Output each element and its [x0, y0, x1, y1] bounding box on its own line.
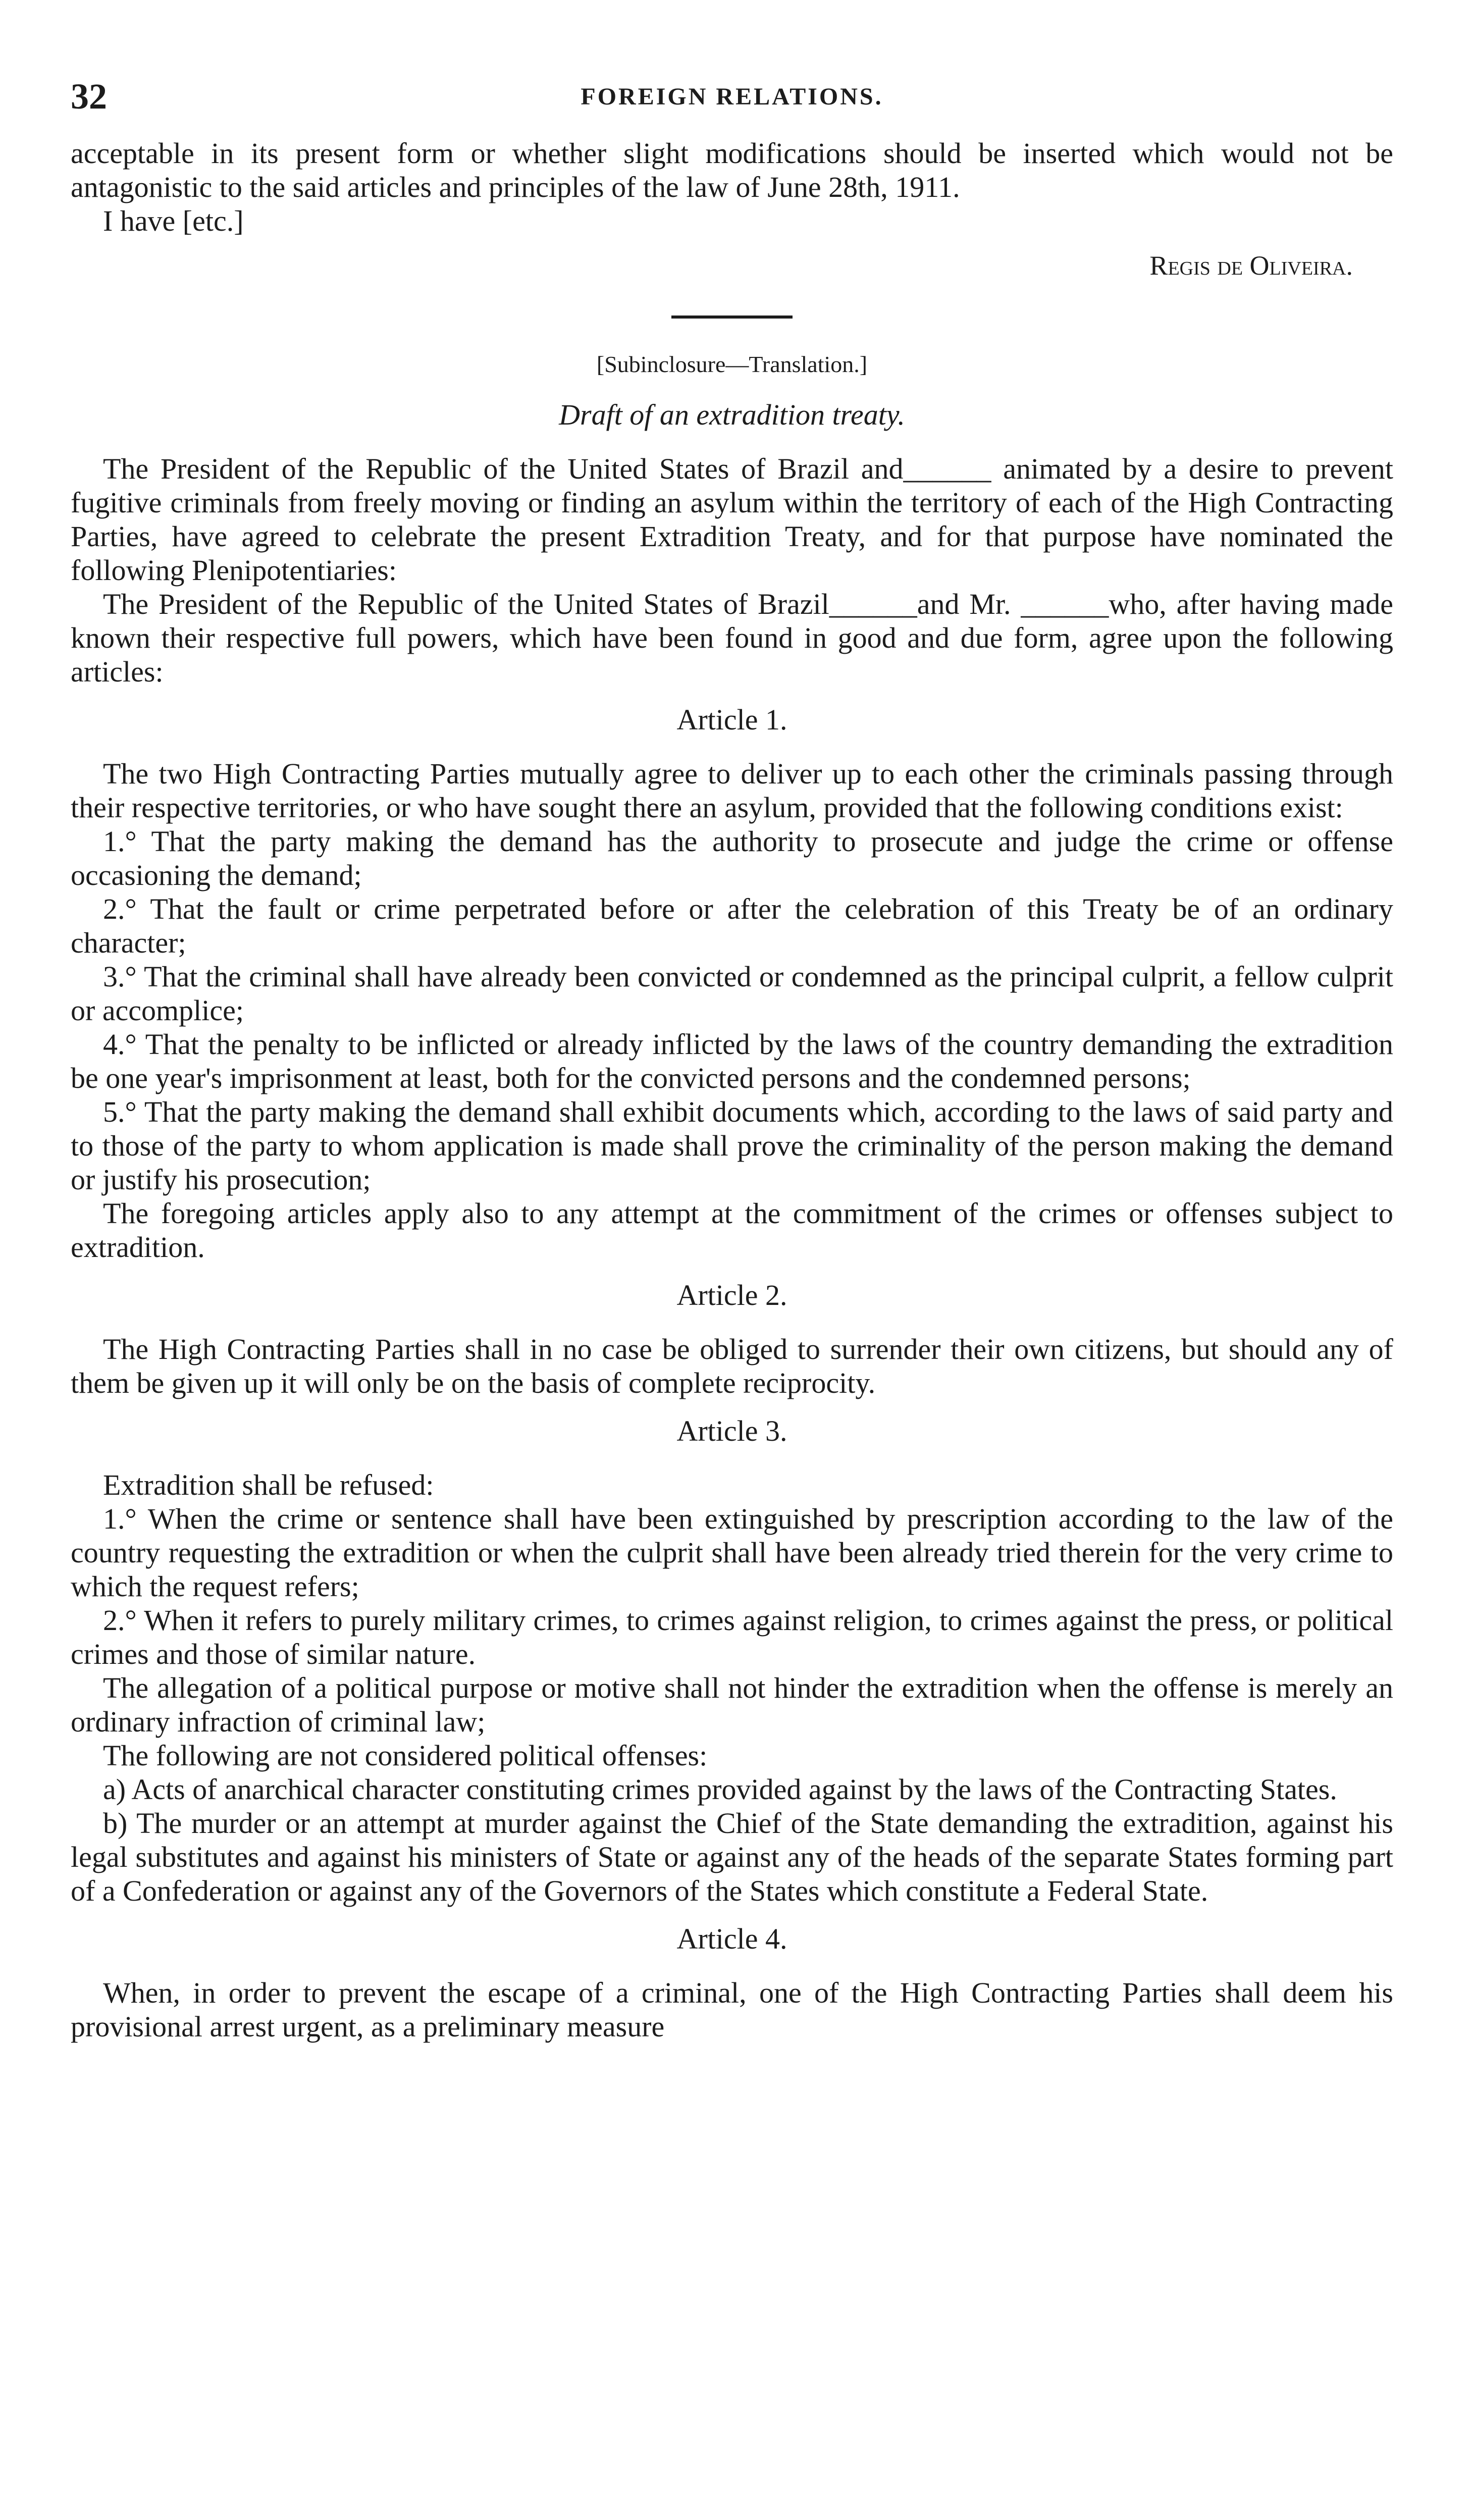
page-number: 32: [71, 76, 107, 117]
article-paragraph: 3.° That the criminal shall have already been convicted or condemned as the principal culprit, a fellow culprit or accomplice;: [71, 960, 1393, 1027]
article-paragraph: The High Contracting Parties shall in no case be obliged to surrender their own citizens, but should any of them be given up it will only be on the basis of complete reciprocity.: [71, 1333, 1393, 1399]
article-paragraph: b) The murder or an attempt at murder against the Chief of the State demanding the extradition, against his legal substitutes and against his ministers of State or against any of the heads of the separate States forming part of a Confederation or against any of the Governors of the States which constitute a Federal State.: [71, 1807, 1393, 1907]
running-head: FOREIGN RELATIONS.: [581, 83, 883, 110]
article-paragraph: 1.° When the crime or sentence shall have been extinguished by prescription according to the law of the country requesting the extradition or when the culprit shall have been already tried therein for the very crime to which the request refers;: [71, 1502, 1393, 1603]
page-header: [71, 76, 1393, 136]
article-paragraph: a) Acts of anarchical character constituting crimes provided against by the laws of the Contracting States.: [103, 1773, 1337, 1806]
article-paragraph: When, in order to prevent the escape of a criminal, one of the High Contracting Parties shall deem his provisional arrest urgent, as a preliminary measure: [71, 1976, 1393, 2043]
article-paragraph: 4.° That the penalty to be inflicted or already inflicted by the laws of the country demanding the extradition be one year's imprisonment at least, both for the convicted persons and the condemned persons;: [71, 1028, 1393, 1094]
article-paragraph: Extradition shall be refused:: [103, 1468, 434, 1501]
article-paragraph: 5.° That the party making the demand shall exhibit documents which, according to the laws of said party and to those of the party to whom application is made shall prove the criminality of the person making the demand or justify his prosecution;: [71, 1095, 1393, 1196]
preamble-paragraph: The President of the Republic of the United States of Brazil______and Mr. ______who, after having made known their respective full powers, which have been found in good and due form, agree upon the following articles:: [71, 588, 1393, 688]
document-title: Draft of an extradition treaty.: [559, 398, 905, 431]
article-heading: Article 1.: [676, 703, 787, 736]
article-paragraph: The two High Contracting Parties mutually agree to deliver up to each other the criminals passing through their respective territories, or who have sought there an asylum, provided that the following conditions exist:: [71, 757, 1393, 824]
article-heading: Article 3.: [676, 1414, 787, 1447]
signature: Regis de Oliveira.: [1149, 250, 1353, 281]
article-paragraph: 2.° That the fault or crime perpetrated before or after the celebration of this Treaty be of an ordinary character;: [71, 892, 1393, 959]
subinclosure-label: [Subinclosure—Translation.]: [596, 351, 868, 377]
article-heading: Article 4.: [676, 1922, 787, 1955]
article-paragraph: The foregoing articles apply also to any attempt at the commitment of the crimes or offenses subject to extradition.: [71, 1197, 1393, 1264]
article-paragraph: The following are not considered political offenses:: [103, 1739, 708, 1772]
preamble-paragraph: The President of the Republic of the United States of Brazil and______ animated by a desire to prevent fugitive criminals from freely moving or finding an asylum within the territory of each of the High Contracting Parties, have agreed to celebrate the present Extradition Treaty, and for that purpose have nominated the following Plenipotentiaries:: [71, 452, 1393, 587]
article-heading: Article 2.: [676, 1279, 787, 1311]
section-divider: [671, 316, 793, 319]
document-page: [71, 76, 1393, 2043]
article-paragraph: 1.° That the party making the demand has the authority to prosecute and judge the crime or offense occasioning the demand;: [71, 825, 1393, 891]
letter-closing-paragraph: acceptable in its present form or whether slight modifications should be inserted which would not be antagonistic to the said articles and principles of the law of June 28th, 1911.: [71, 137, 1393, 203]
letter-salutation: I have [etc.]: [103, 204, 244, 237]
article-paragraph: The allegation of a political purpose or motive shall not hinder the extradition when the offense is merely an ordinary infraction of criminal law;: [71, 1671, 1393, 1738]
article-paragraph: 2.° When it refers to purely military crimes, to crimes against religion, to crimes against the press, or political crimes and those of similar nature.: [71, 1604, 1393, 1670]
